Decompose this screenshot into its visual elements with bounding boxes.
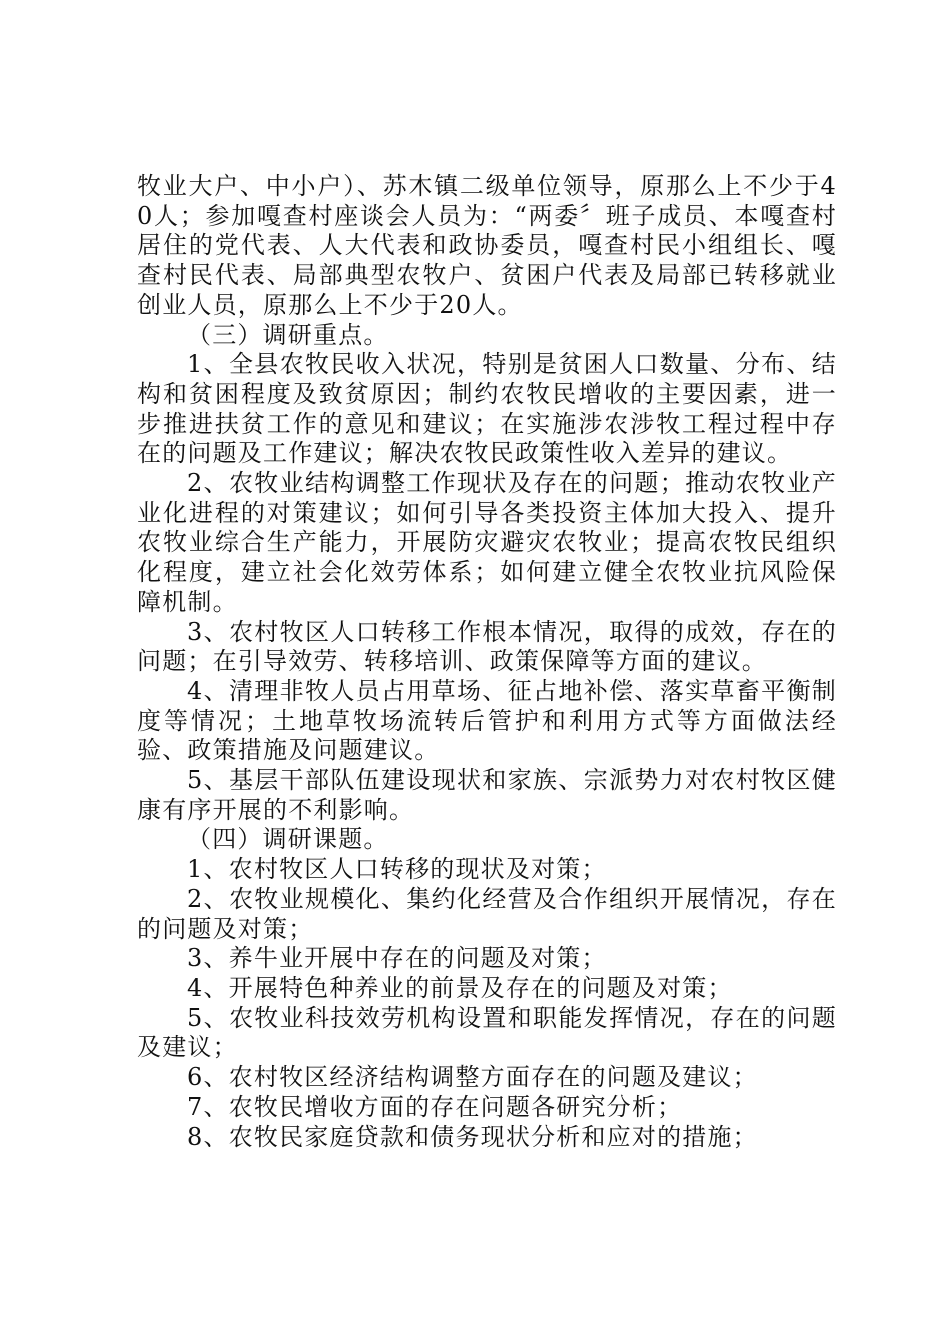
topic-6: 6、农村牧区经济结构调整方面存在的问题及建议； [187, 1063, 758, 1092]
topic-3: 3、养牛业开展中存在的问题及对策； [187, 944, 607, 973]
topic-2: 2、农牧业规模化、集约化经营及合作组织开展情况，存在的问题及对策； [137, 884, 837, 943]
key-point-3: 3、农村牧区人口转移工作根本情况，取得的成效，存在的问题；在引导效劳、转移培训、政策保障等方面的建议。 [137, 617, 837, 676]
key-point-2: 2、农牧业结构调整工作现状及存在的问题；推动农牧业产业化进程的对策建议；如何引导各类投资主体加大投入、提升农牧业综合生产能力，开展防灾避灾农牧业；提高农牧民组织化程度，建立社会化效劳体系；如何建立健全农牧业抗风险保障机制。 [137, 469, 837, 616]
topic-4: 4、开展特色种养业的前景及存在的问题及对策； [187, 973, 733, 1002]
key-point-1: 1、全县农牧民收入状况，特别是贫困人口数量、分布、结构和贫困程度及致贫原因；制约农牧民增收的主要因素，进一步推进扶贫工作的意见和建议；在实施涉农涉牧工程过程中存在的问题及工作建议；解决农牧民政策性收入差异的建议。 [137, 350, 837, 468]
topic-1: 1、农村牧区人口转移的现状及对策； [187, 855, 607, 884]
paragraph-continuation: 牧业大户、中小户）、苏木镇二级单位领导，原那么上不少于40人；参加嘎查村座谈会人员为：“两委〞班子成员、本嘎查村居住的党代表、人大代表和政协委员，嘎查村民小组组长、嘎查村民代表、局部典型农牧户、贫困户代表及局部已转移就业创业人员，原那么上不少于20人。 [137, 172, 837, 319]
section-heading-key-points: （三）调研重点。 [187, 320, 389, 349]
document-body [137, 172, 837, 1152]
topic-5: 5、农牧业科技效劳机构设置和职能发挥情况，存在的问题及建议； [137, 1003, 837, 1062]
key-point-4: 4、清理非牧人员占用草场、征占地补偿、落实草畜平衡制度等情况；土地草牧场流转后管护和利用方式等方面做法经验、政策措施及问题建议。 [137, 676, 837, 765]
key-point-5: 5、基层干部队伍建设现状和家族、宗派势力对农村牧区健康有序开展的不利影响。 [137, 766, 837, 824]
topic-7: 7、农牧民增收方面的存在问题各研究分析； [187, 1092, 683, 1121]
section-heading-topics: （四）调研课题。 [187, 825, 389, 854]
topic-8: 8、农牧民家庭贷款和债务现状分析和应对的措施； [187, 1122, 758, 1151]
